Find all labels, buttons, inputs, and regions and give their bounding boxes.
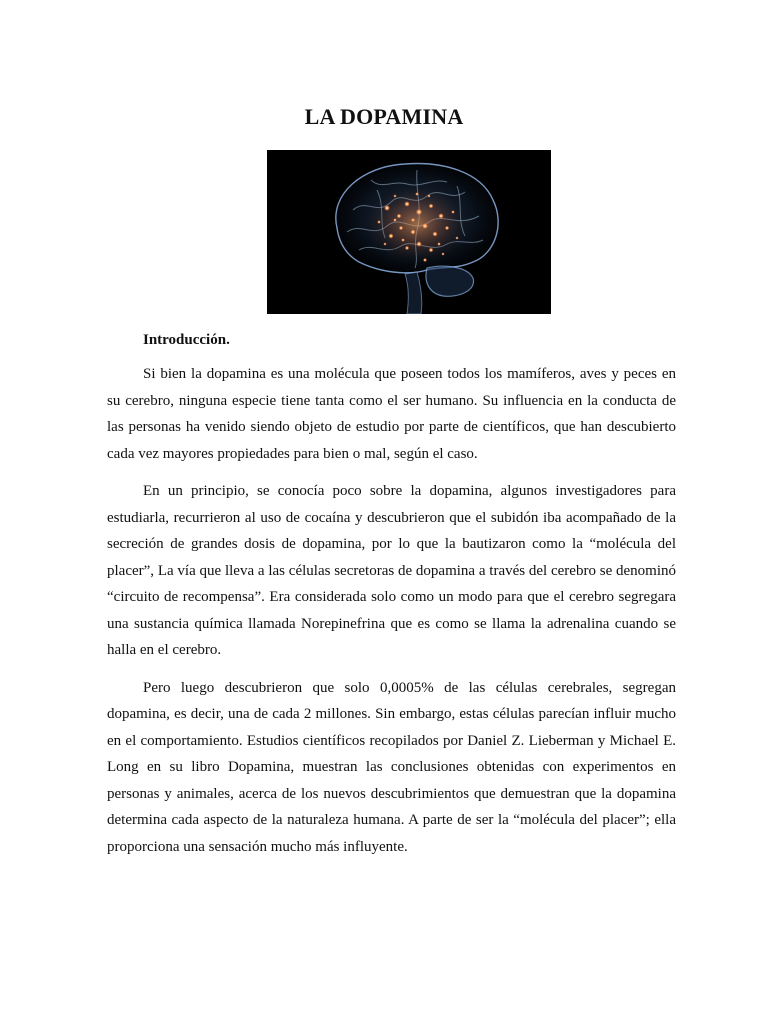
brain-image: [267, 150, 551, 314]
paragraph-1: Si bien la dopamina es una molécula que poseen todos los mamíferos, aves y peces en su cerebro, ninguna especie tiene tanta como el ser humano. Su influencia en la conducta de las personas ha venido siendo objeto de estudio por parte de científicos, que han descubierto cada vez mayores propiedades para bien o mal, según el caso.: [107, 366, 676, 462]
page-title: LA DOPAMINA: [304, 104, 464, 129]
paragraph-3: Pero luego descubrieron que solo 0,0005% de las células cerebrales, segregan dopamina, es decir, una de cada 2 millones. Sin embargo, estas células parecían influir mucho en el comportamiento. Estudios científicos recopilados por Daniel Z. Lieberman y Michael E. Long en su libro Dopamina, muestran las conclusiones obtenidas con experimentos en personas y animales, acerca de los nuevos descubrimientos que demuestran que la dopamina determina cada aspecto de la naturaleza humana. A parte de ser la “molécula del placer”; ella proporciona una sensación mucho más influyente.: [107, 679, 676, 855]
section-heading: Introducción.: [143, 332, 230, 348]
document-body: [107, 329, 676, 871]
brain-illustration: [267, 150, 551, 314]
paragraph-2: En un principio, se conocía poco sobre la dopamina, algunos investigadores para estudiarla, recurrieron al uso de cocaína y descubrieron que el subidón iba acompañado de la secreción de grandes dosis de dopamina, por lo que la bautizaron como la “molécula del placer”, La vía que lleva a las células secretoras de dopamina a través del cerebro se denominó “circuito de recompensa”. Era considerada solo como un modo para que el cerebro segregara una sustancia química llamada Norepinefrina que es como se llama la adrenalina cuando se halla en el cerebro.: [107, 483, 676, 658]
